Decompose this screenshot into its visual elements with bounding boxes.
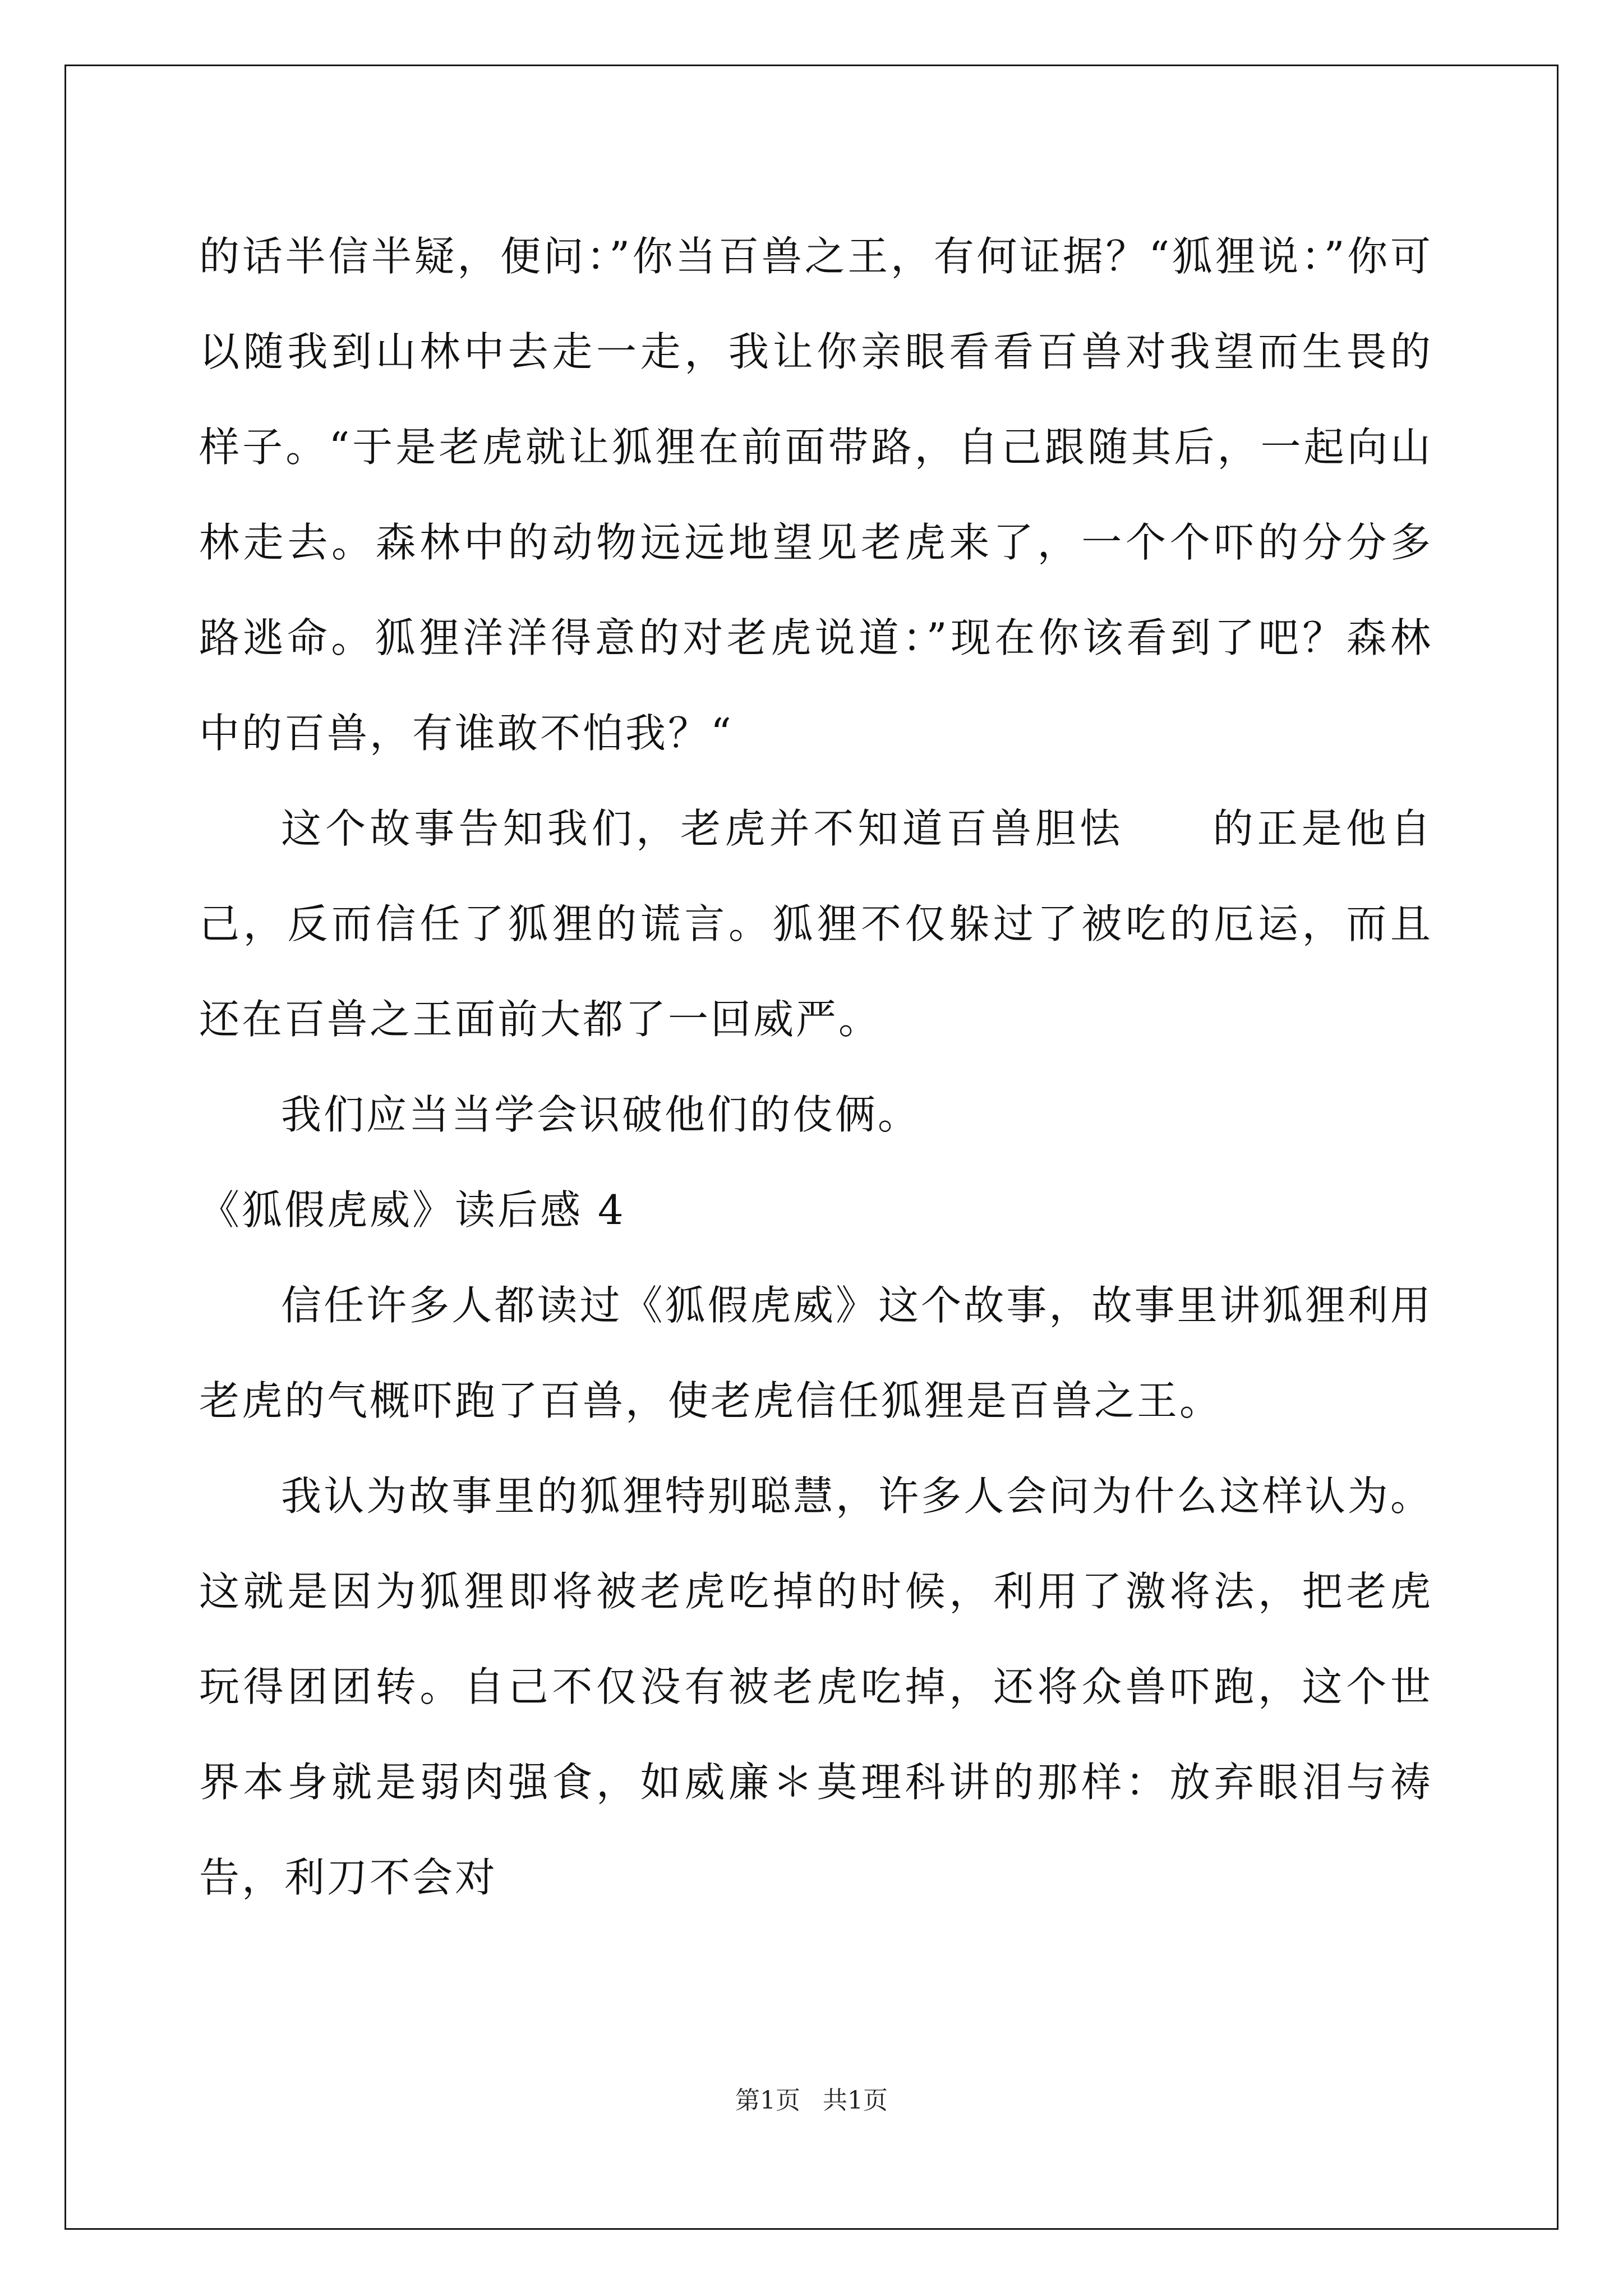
document-body: [199, 209, 1433, 1925]
paragraph-lesson: 我们应当当学会识破他们的伎俩。: [281, 1091, 921, 1138]
paragraph-opinion: 我认为故事里的狐狸特别聪慧，许多人会问为什么这样认为。这就是因为狐狸即将被老虎吃掉的时候，利用了激将法，把老虎玩得团团转。自己不仅没有被老虎吃掉，还将众兽吓跑，这个世界本身就是弱肉强食，如威廉＊莫理科讲的那样：放弃眼泪与祷告，利刀不会对: [199, 1473, 1433, 1901]
section-heading: 《狐假虎威》读后感 4: [199, 1186, 626, 1234]
paragraph-intro: 信任许多人都读过《狐假虎威》这个故事，故事里讲狐狸利用老虎的气概吓跑了百兽，使老虎信任狐狸是百兽之王。: [199, 1282, 1433, 1424]
page-number-current: 第1页: [735, 2086, 800, 2115]
page-number-total: 共1页: [823, 2086, 888, 2115]
paragraph-moral: 这个故事告知我们，老虎并不知道百兽胆怯 的正是他自己，反而信任了狐狸的谎言。狐狸不仅躲过了被吃的厄运，而且还在百兽之王面前大都了一回威严。: [199, 805, 1433, 1043]
page-footer: [0, 2084, 1623, 2118]
paragraph-continuation: 的话半信半疑，便问：”你当百兽之王，有何证据？“狐狸说：”你可以随我到山林中去走一走，我让你亲眼看看百兽对我望而生畏的样子。“于是老虎就让狐狸在前面带路，自己跟随其后，一起向山林走去。森林中的动物远远地望见老虎来了，一个个吓的分分多路逃命。狐狸洋洋得意的对老虎说道：”现在你该看到了吧？森林中的百兽，有谁敢不怕我？“: [199, 233, 1433, 757]
